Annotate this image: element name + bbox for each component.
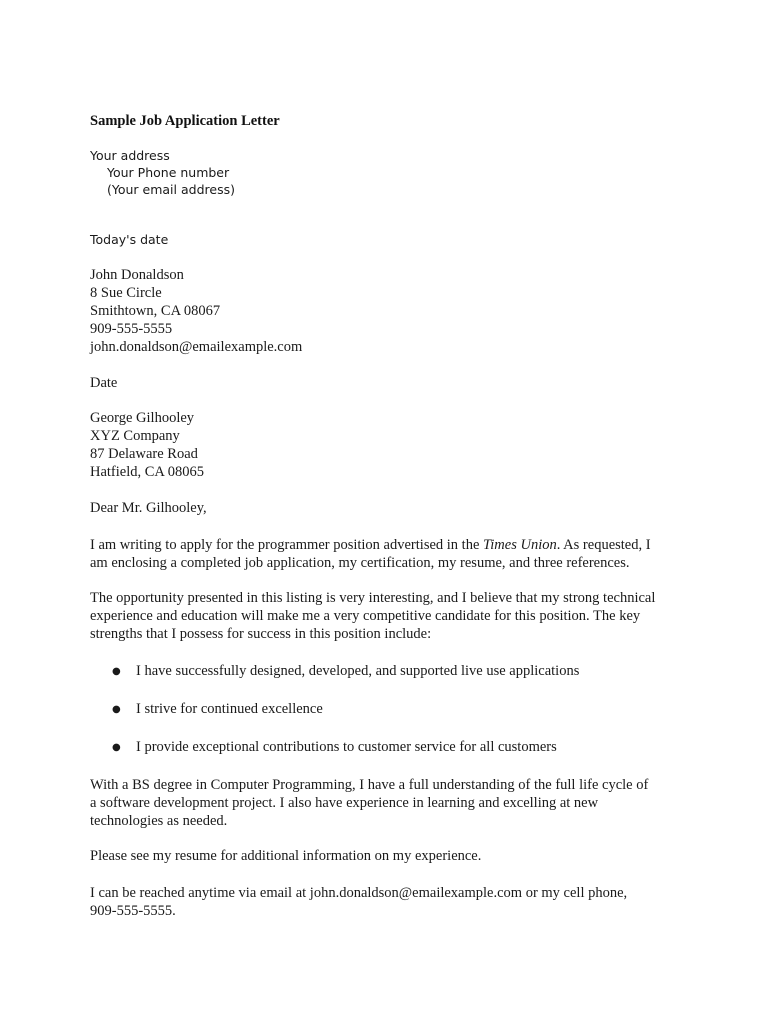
applicant-phone: 909-555-5555 [90,321,173,337]
applicant-email: john.donaldson@emailexample.com [90,339,303,355]
paragraph-education-line-3: technologies as needed. [90,813,228,829]
recipient-name: George Gilhooley [90,410,195,426]
document-title: Sample Job Application Letter [90,113,280,129]
paragraph-education-line-1: With a BS degree in Computer Programming, I have a full understanding of the full life cycle of [90,777,649,793]
salutation: Dear Mr. Gilhooley, [90,500,207,516]
paragraph-opportunity-line-2: experience and education will make me a very competitive candidate for this position. The key [90,608,641,624]
paragraph-opportunity-line-1: The opportunity presented in this listing is very interesting, and I believe that my strong technical [90,590,656,606]
todays-date: Today's date [90,232,169,247]
paragraph-intro-line-2: am enclosing a completed job application, my certification, my resume, and three references. [90,555,630,571]
recipient-city: Hatfield, CA 08065 [90,464,204,480]
paragraph-contact-line-1: I can be reached anytime via email at john.donaldson@emailexample.com or my cell phone, [90,885,628,901]
bullet-icon: ● [112,666,121,677]
paragraph-opportunity-line-3: strengths that I possess for success in this position include: [90,626,432,642]
bullet-item [112,738,557,757]
intro-text: I am writing to apply for the programmer position advertised in the [90,537,484,553]
recipient-company: XYZ Company [90,428,180,444]
paragraph-education [90,776,690,830]
newspaper-name: Times Union [483,537,557,553]
bullet-text: I provide exceptional contributions to customer service for all customers [136,739,557,755]
recipient-street: 87 Delaware Road [90,446,198,462]
paragraph-education-line-2: a software development project. I also have experience in learning and excelling at new [90,795,599,811]
bullet-text: I strive for continued excellence [136,701,323,717]
sender-address: Your address [90,148,170,163]
date-label: Date [90,375,118,391]
paragraph-contact [90,884,690,920]
paragraph-intro [90,536,690,572]
applicant-block [90,266,302,356]
paragraph-opportunity [90,589,690,643]
bullet-item [112,662,579,681]
paragraph-intro-line-1 [90,536,690,554]
bullet-icon: ● [112,742,121,753]
sender-phone: Your Phone number [107,165,230,180]
bullet-item [112,700,323,719]
bullet-icon: ● [112,704,121,715]
intro-text-after: . As requested, I [556,537,651,553]
recipient-block [90,409,204,481]
paragraph-contact-line-2: 909-555-5555. [90,903,176,919]
sender-block [90,147,235,198]
applicant-city: Smithtown, CA 08067 [90,303,221,319]
applicant-name: John Donaldson [90,267,184,283]
paragraph-resume: Please see my resume for additional information on my experience. [90,848,482,864]
sender-email: (Your email address) [107,182,235,197]
applicant-street: 8 Sue Circle [90,285,162,301]
bullet-text: I have successfully designed, developed, and supported live use applications [136,663,580,679]
